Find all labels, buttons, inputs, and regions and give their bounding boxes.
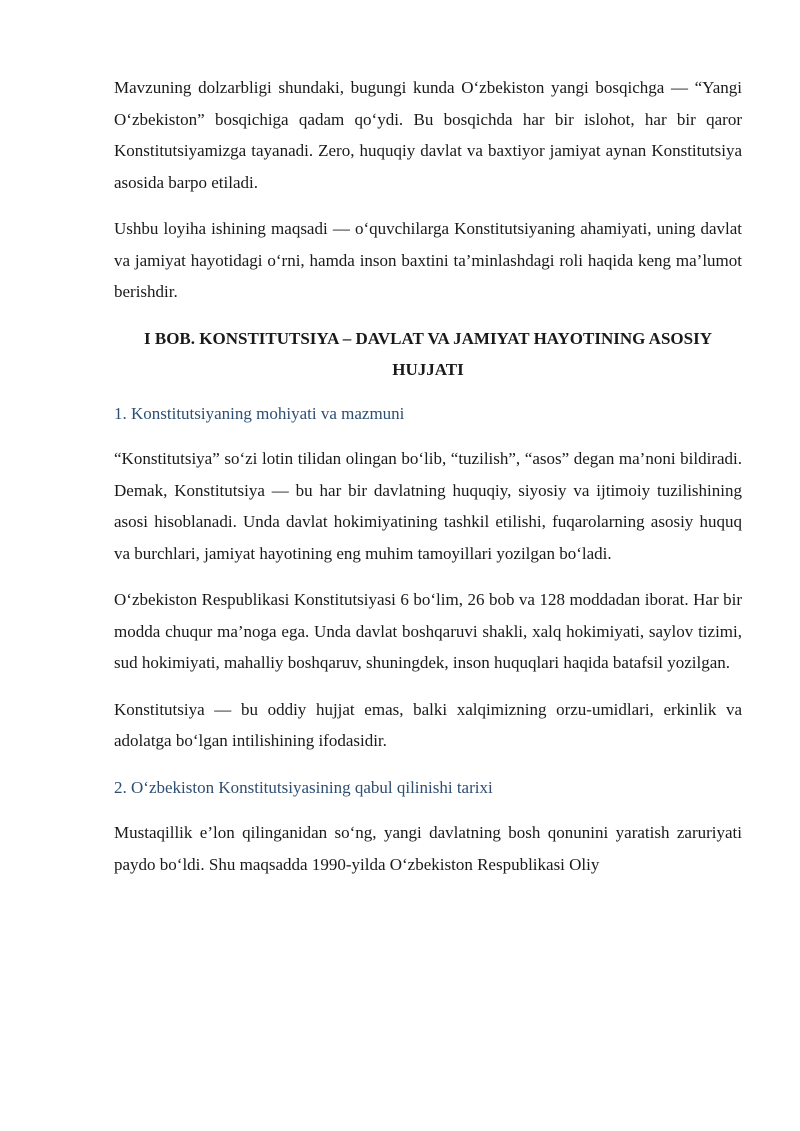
intro-paragraph: Ushbu loyiha ishining maqsadi — o‘quvchilarga Konstitutsiyaning ahamiyati, uning davlat va jamiyat hayotidagi o‘rni, hamda inson baxtini ta’minlashdagi roli haqida keng ma’lumot berishdir. (114, 219, 742, 301)
section1-paragraph: “Konstitutsiya” so‘zi lotin tilidan olingan bo‘lib, “tuzilish”, “asos” degan ma’noni bildiradi. Demak, Konstitutsiya — bu har bir davlatning huquqiy, siyosiy va ijtimoiy tuzilishining asosi hisoblanadi. Unda davlat hokimiyatining tashkil etilishi, fuqarolarning asosiy huquq va burchlari, jamiyat hayotining eng muhim tamoyillari yozilgan bo‘ladi. (114, 449, 742, 563)
chapter-title: I BOB. KONSTITUTSIYA – DAVLAT VA JAMIYAT HAYOTINING ASOSIY HUJJATI (144, 328, 712, 379)
section-heading-1: 1. Konstitutsiyaning mohiyati va mazmuni (114, 403, 405, 423)
section1-paragraph: O‘zbekiston Respublikasi Konstitutsiyasi 6 bo‘lim, 26 bob va 128 moddadan iborat. Har bir modda chuqur ma’noga ega. Unda davlat boshqaruvi shakli, xalq hokimiyati, saylov tizimi, sud hokimiyati, mahalliy boshqaruv, shuningdek, inson huquqlari haqida batafsil yozilgan. (114, 590, 742, 672)
document-page (114, 72, 742, 895)
section1-paragraph: Konstitutsiya — bu oddiy hujjat emas, balki xalqimizning orzu-umidlari, erkinlik va adolatga bo‘lgan intilishining ifodasidir. (114, 699, 742, 750)
section-heading-2: 2. O‘zbekiston Konstitutsiyasining qabul qilinishi tarixi (114, 777, 493, 797)
section2-paragraph: Mustaqillik e’lon qilinganidan so‘ng, yangi davlatning bosh qonunini yaratish zaruriyati paydo bo‘ldi. Shu maqsadda 1990-yilda O‘zbekiston Respublikasi Oliy (114, 823, 742, 874)
intro-paragraph: Mavzuning dolzarbligi shundaki, bugungi kunda O‘zbekiston yangi bosqichga — “Yangi O‘zbekiston” bosqichiga qadam qo‘ydi. Bu bosqichda har bir islohot, har bir qaror Konstitutsiyamizga tayanadi. Zero, huquqiy davlat va baxtiyor jamiyat aynan Konstitutsiya asosida barpo etiladi. (114, 78, 742, 192)
